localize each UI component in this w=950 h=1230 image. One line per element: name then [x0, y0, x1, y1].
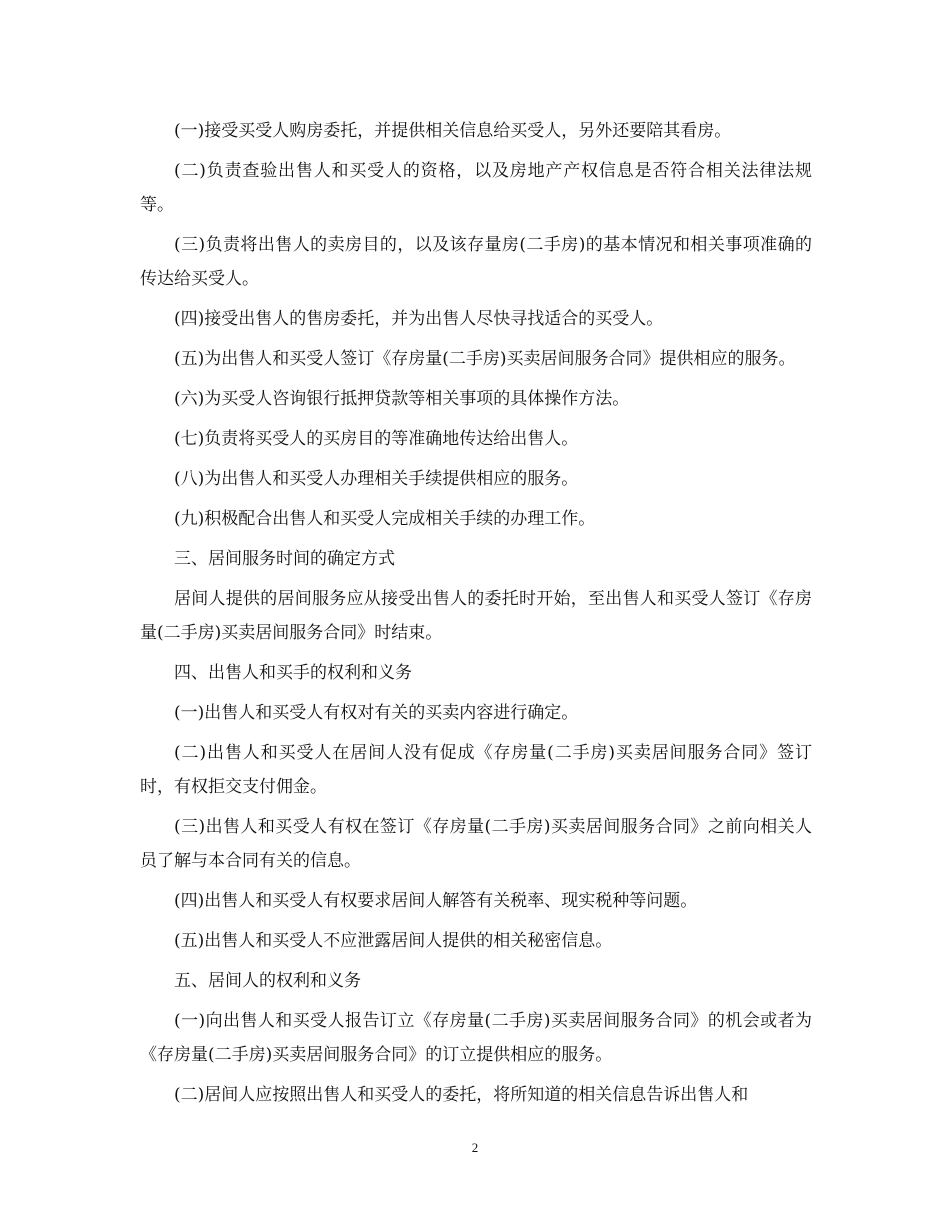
paragraph-1: (一)接受买受人购房委托，并提供相关信息给买受人，另外还要陪其看房。: [174, 121, 732, 141]
paragraph-8: (八)为出售人和买受人办理相关手续提供相应的服务。: [174, 469, 579, 489]
paragraph-5: (五)为出售人和买受人签订《存房量(二手房)买卖居间服务合同》提供相应的服务。: [174, 349, 796, 369]
paragraph-16: (四)出售人和买受人有权要求居间人解答有关税率、现实税种等问题。: [174, 891, 698, 911]
paragraph-15: (三)出售人和买受人有权在签订《存房量(二手房)买卖居间服务合同》之前向相关人员了解与本合同有关的信息。: [140, 817, 812, 871]
section-heading-5: 五、居间人的权利和义务: [174, 971, 361, 991]
paragraph-7: (七)负责将买受人的买房目的等准确地传达给出售人。: [174, 429, 579, 449]
paragraph-6: (六)为买受人咨询银行抵押贷款等相关事项的具体操作方法。: [174, 389, 630, 409]
paragraph-2: (二)负责查验出售人和买受人的资格，以及房地产产权信息是否符合相关法律法规等。: [140, 161, 812, 215]
section-heading-4: 四、出售人和买手的权利和义务: [174, 663, 412, 683]
paragraph-20: (二)居间人应按照出售人和买受人的委托，将所知道的相关信息告诉出售人和: [174, 1085, 749, 1105]
document-body: [140, 114, 812, 1118]
paragraph-3: (三)负责将出售人的卖房目的，以及该存量房(二手房)的基本情况和相关事项准确的传达给买受人。: [140, 235, 812, 289]
paragraph-19: (一)向出售人和买受人报告订立《存房量(二手房)买卖居间服务合同》的机会或者为《存房量(二手房)买卖居间服务合同》的订立提供相应的服务。: [140, 1011, 812, 1065]
paragraph-14: (二)出售人和买受人在居间人没有促成《存房量(二手房)买卖居间服务合同》签订时，有权拒交支付佣金。: [140, 743, 812, 797]
paragraph-4: (四)接受出售人的售房委托，并为出售人尽快寻找适合的买受人。: [174, 309, 664, 329]
paragraph-17: (五)出售人和买受人不应泄露居间人提供的相关秘密信息。: [174, 931, 613, 951]
section-heading-3: 三、居间服务时间的确定方式: [174, 549, 395, 569]
paragraph-11: 居间人提供的居间服务应从接受出售人的委托时开始，至出售人和买受人签订《存房量(二手房)买卖居间服务合同》时结束。: [140, 589, 812, 643]
paragraph-9: (九)积极配合出售人和买受人完成相关手续的办理工作。: [174, 509, 596, 529]
page-number: 2: [471, 1140, 479, 1155]
paragraph-13: (一)出售人和买受人有权对有关的买卖内容进行确定。: [174, 703, 579, 723]
